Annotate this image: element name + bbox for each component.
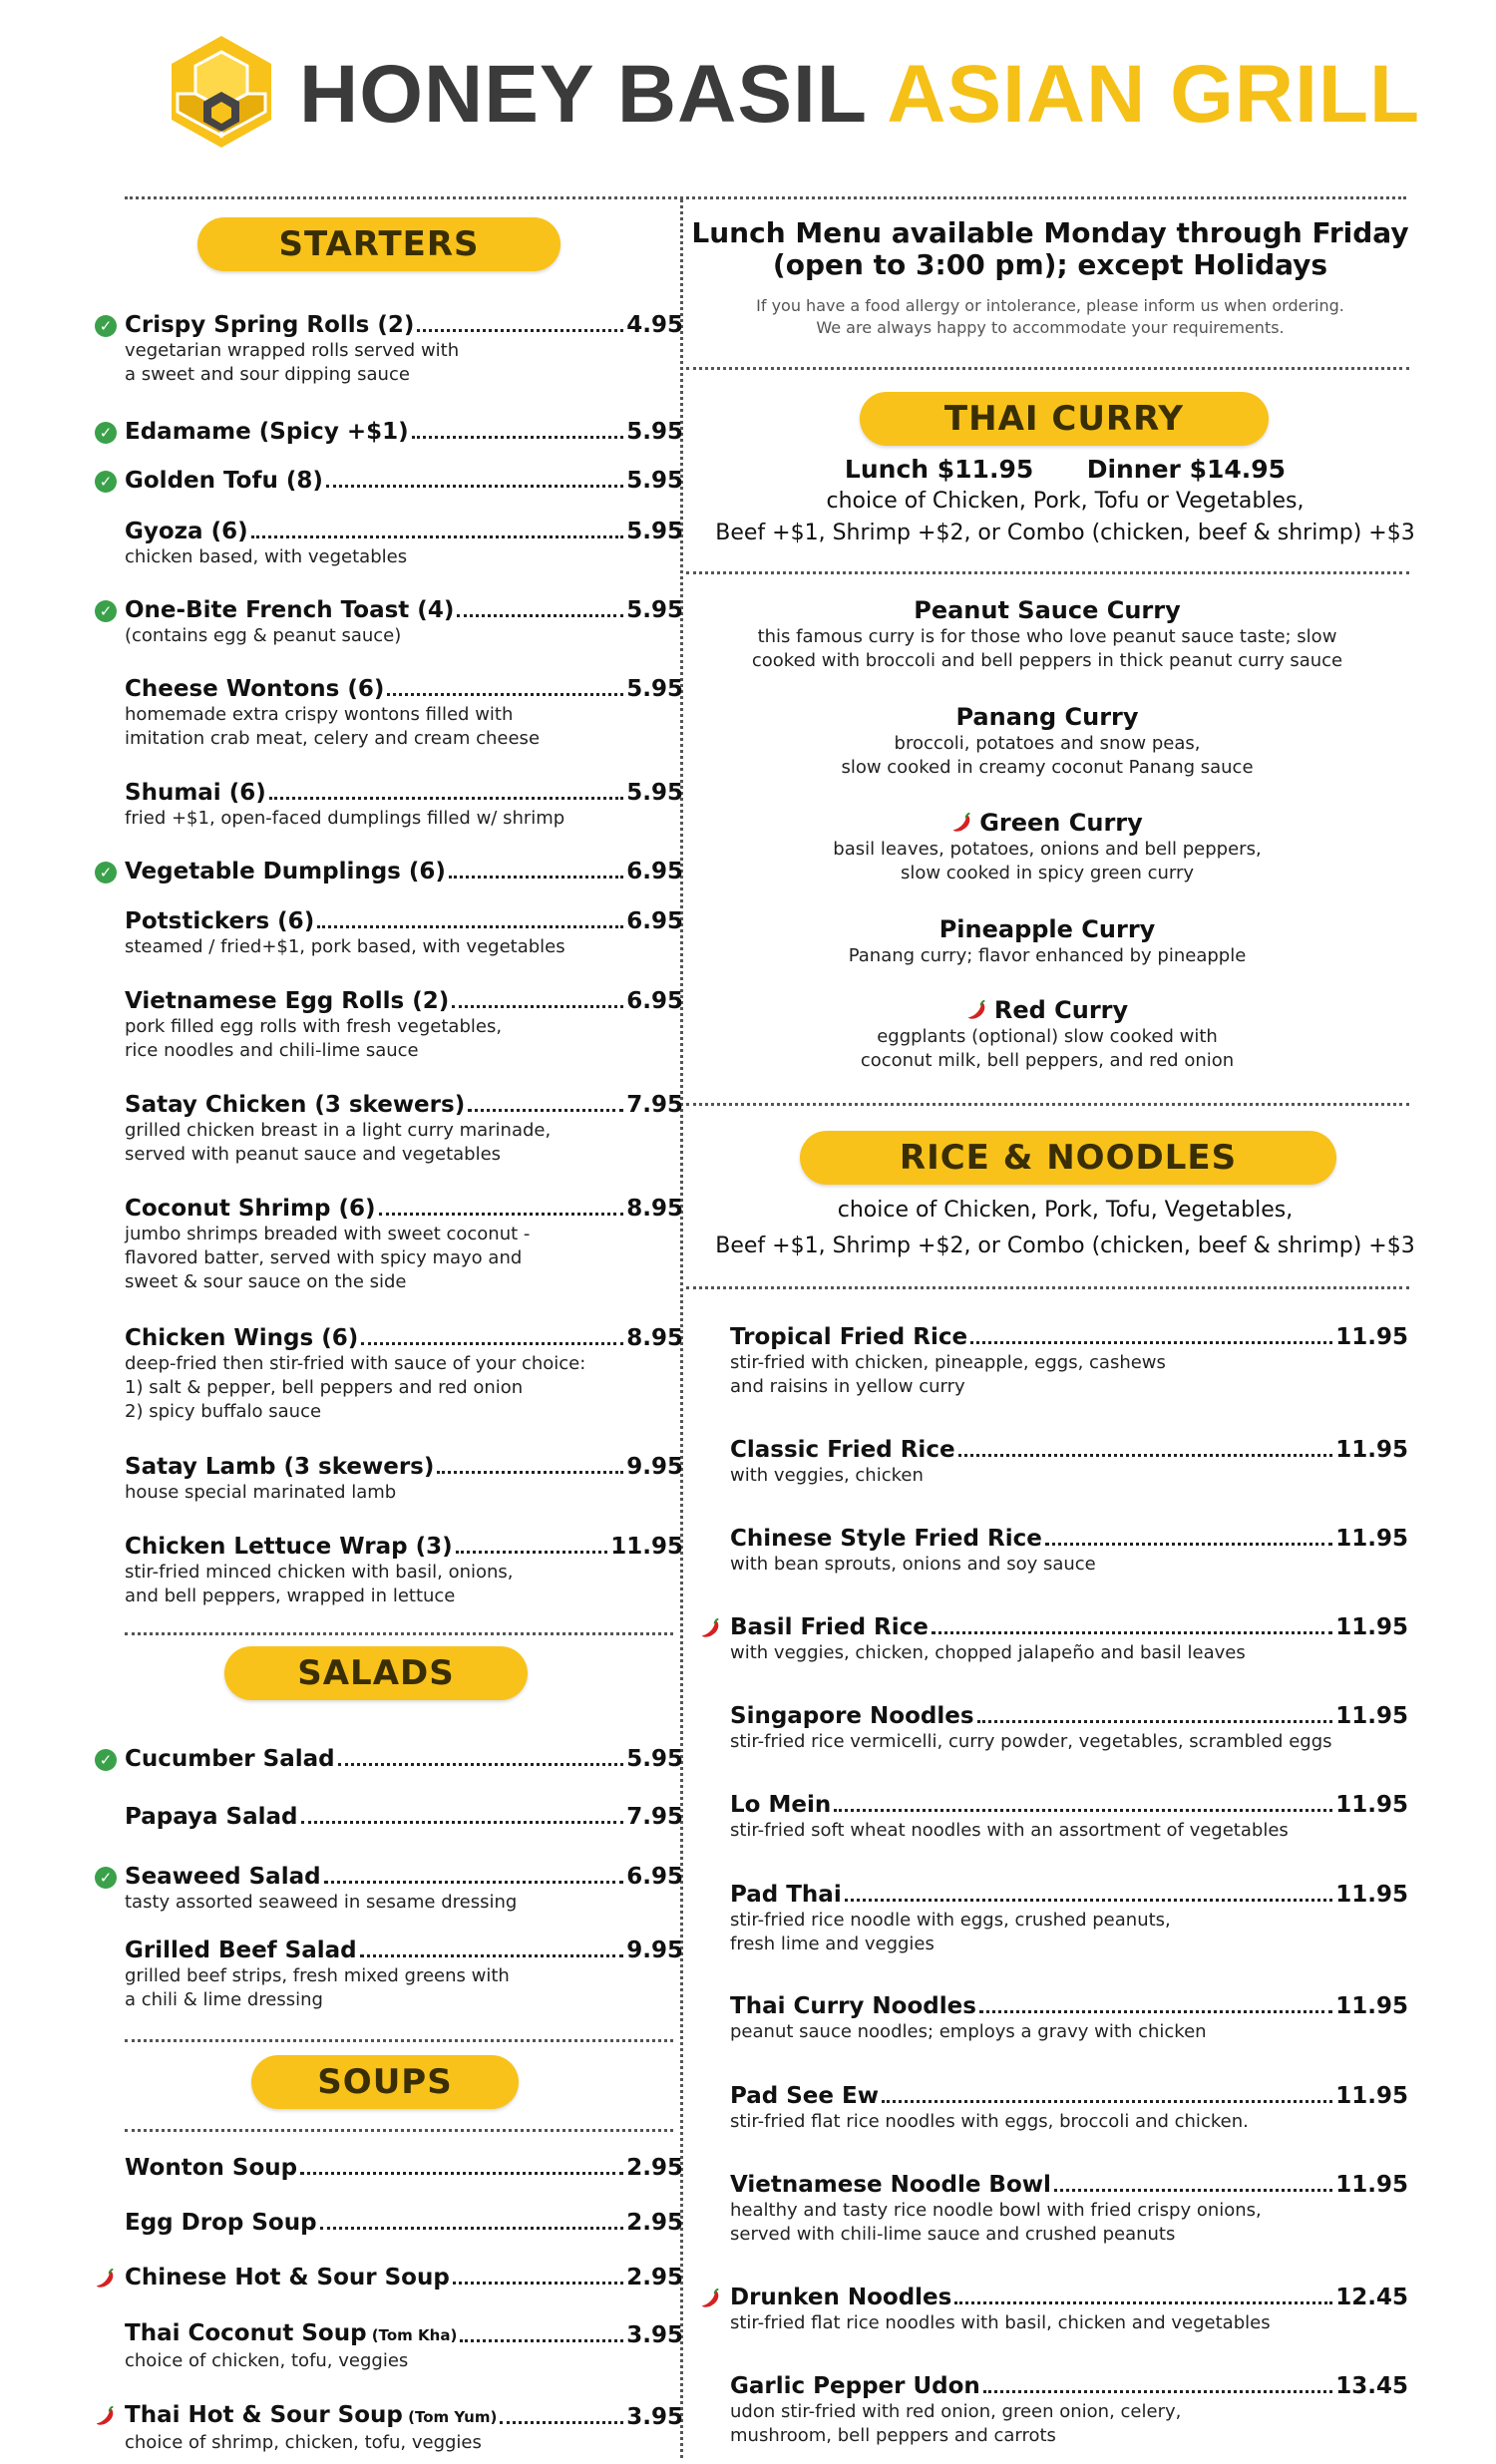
item-name: Cheese Wontons (6) <box>125 676 385 702</box>
soups-top-divider <box>125 2039 673 2042</box>
lunch-divider <box>686 367 1409 370</box>
thai-curry-info <box>686 454 1444 549</box>
curry-description: Panang curry; flavor enhanced by pineapple <box>848 945 1247 966</box>
item-name: Thai Hot & Sour Soup <box>125 2402 403 2428</box>
menu-item <box>99 858 683 885</box>
leader-dots <box>983 2390 1332 2393</box>
item-description: udon stir-fried with red onion, green onion, celery, <box>730 2401 1182 2422</box>
leader-dots <box>1054 2189 1332 2192</box>
chili-icon <box>700 1617 722 1639</box>
item-price: 6.95 <box>626 859 683 884</box>
item-description: stir-fried with chicken, pineapple, eggs, cashews <box>730 1352 1166 1373</box>
item-name: Egg Drop Soup <box>125 2210 317 2236</box>
item-price: 5.95 <box>626 419 683 445</box>
item-name: Shumai (6) <box>125 780 266 806</box>
menu-item <box>125 2401 683 2455</box>
leader-dots <box>379 1213 624 1216</box>
item-description: rice noodles and chili-lime sauce <box>125 1040 419 1061</box>
allergy-line-1: If you have a food allergy or intolerance, please inform us when ordering. <box>756 296 1344 315</box>
item-price: 11.95 <box>1335 1614 1408 1640</box>
item-description: a sweet and sour dipping sauce <box>125 364 410 385</box>
item-price: 2.95 <box>626 2265 683 2290</box>
leader-dots <box>412 436 624 439</box>
item-name: Pad See Ew <box>730 2083 879 2109</box>
item-name: Basil Fried Rice <box>730 1614 929 1640</box>
item-description: with bean sprouts, onions and soy sauce <box>730 1554 1096 1575</box>
menu-item <box>125 987 683 1063</box>
item-name: Papaya Salad <box>125 1804 298 1830</box>
curry-name: Red Curry <box>993 996 1129 1024</box>
item-description: stir-fried soft wheat noodles with an assortment of vegetables <box>730 1820 1289 1841</box>
curry-item <box>708 702 1386 780</box>
item-name: Cucumber Salad <box>125 1746 335 1772</box>
rice-choice-1: choice of Chicken, Pork, Tofu, Vegetables, <box>837 1198 1294 1223</box>
curry-item <box>708 914 1386 968</box>
allergy-line-2: We are always happy to accommodate your requirements. <box>816 318 1285 337</box>
lunch-info <box>686 217 1414 339</box>
item-name: Vietnamese Egg Rolls (2) <box>125 988 450 1014</box>
thai-curry-heading: THAI CURRY <box>860 392 1269 446</box>
curry-choice-1: choice of Chicken, Pork, Tofu or Vegetables, <box>826 489 1305 514</box>
menu-item <box>730 1791 1408 1843</box>
item-price: 8.95 <box>626 1325 683 1351</box>
leader-dots <box>845 1899 1333 1902</box>
chili-icon <box>95 2268 117 2289</box>
item-name: Chinese Hot & Sour Soup <box>125 2265 450 2290</box>
leader-dots <box>468 1109 623 1112</box>
item-price: 9.95 <box>626 1937 683 1963</box>
menu-item <box>125 907 683 959</box>
chili-icon <box>700 2288 722 2309</box>
curry-item <box>708 808 1386 885</box>
item-description: sweet & sour sauce on the side <box>125 1271 407 1292</box>
item-name: Crispy Spring Rolls (2) <box>125 312 415 338</box>
veg-icon: ✓ <box>95 1749 117 1771</box>
item-name: Lo Mein <box>730 1792 832 1818</box>
menu-item <box>125 1453 683 1505</box>
menu-item <box>730 1702 1408 1754</box>
soups-bottom-divider <box>125 2129 673 2132</box>
item-description: and raisins in yellow curry <box>730 1376 965 1397</box>
leader-dots <box>417 329 623 332</box>
menu-item <box>125 2154 683 2182</box>
item-name: Chicken Lettuce Wrap (3) <box>125 1534 453 1560</box>
leader-dots <box>977 1720 1333 1723</box>
item-description: tasty assorted seaweed in sesame dressing <box>125 1892 518 1913</box>
leader-dots <box>338 1763 624 1766</box>
item-name: Coconut Shrimp (6) <box>125 1196 376 1222</box>
menu-item <box>99 311 683 387</box>
item-subname: (Tom Yum) <box>402 2408 498 2426</box>
item-description: flavored batter, served with spicy mayo and <box>125 1247 523 1268</box>
item-price: 11.95 <box>610 1534 683 1560</box>
item-description: fried +$1, open-faced dumplings filled w/ shrimp <box>125 808 565 829</box>
item-description: 2) spicy buffalo sauce <box>125 1401 322 1422</box>
header <box>160 32 1421 147</box>
curry-description: this famous curry is for those who love peanut sauce taste; slow <box>757 626 1337 647</box>
leader-dots <box>269 797 624 800</box>
item-name: Vegetable Dumplings (6) <box>125 859 446 884</box>
leader-dots <box>882 2100 1332 2103</box>
item-description: deep-fried then stir-fried with sauce of your choice: <box>125 1353 586 1374</box>
leader-dots <box>460 2339 623 2342</box>
curry-description: cooked with broccoli and bell peppers in thick peanut curry sauce <box>751 650 1343 671</box>
item-description: peanut sauce noodles; employs a gravy with chicken <box>730 2021 1207 2042</box>
item-name: Golden Tofu (8) <box>125 468 323 494</box>
leader-dots <box>834 1809 1332 1812</box>
item-name: Grilled Beef Salad <box>125 1937 357 1963</box>
item-description: stir-fried flat rice noodles with eggs, broccoli and chicken. <box>730 2111 1249 2132</box>
top-divider <box>125 196 1406 199</box>
item-name: Chicken Wings (6) <box>125 1325 359 1351</box>
chili-icon <box>966 999 988 1021</box>
leader-dots <box>300 2172 623 2175</box>
leader-dots <box>320 2227 624 2230</box>
leader-dots <box>449 876 623 879</box>
item-price: 4.95 <box>626 312 683 338</box>
item-price: 5.95 <box>626 676 683 702</box>
rice-noodles-heading: RICE & NOODLES <box>800 1131 1336 1185</box>
item-price: 11.95 <box>1335 2083 1408 2109</box>
leader-dots <box>958 1454 1333 1457</box>
item-name: Chinese Style Fried Rice <box>730 1526 1042 1552</box>
leader-dots <box>324 1881 624 1884</box>
menu-item <box>125 2209 683 2237</box>
restaurant-title <box>299 49 1421 140</box>
menu-item <box>99 467 683 495</box>
item-price: 5.95 <box>626 780 683 806</box>
item-description: chicken based, with vegetables <box>125 546 408 567</box>
item-name: Gyoza (6) <box>125 519 248 544</box>
leader-dots <box>457 614 623 617</box>
item-description: stir-fried rice vermicelli, curry powder, vegetables, scrambled eggs <box>730 1731 1332 1752</box>
curry-name: Peanut Sauce Curry <box>914 596 1181 624</box>
leader-dots <box>954 2301 1332 2304</box>
menu-item <box>125 1936 683 2012</box>
curry-name: Panang Curry <box>955 703 1139 731</box>
menu-item <box>99 1863 683 1915</box>
veg-icon: ✓ <box>95 315 117 337</box>
item-name: Vietnamese Noodle Bowl <box>730 2172 1051 2198</box>
item-description: stir-fried minced chicken with basil, onions, <box>125 1562 514 1583</box>
veg-icon: ✓ <box>95 422 117 444</box>
item-description: (contains egg & peanut sauce) <box>125 625 402 646</box>
title-part-1: HONEY BASIL <box>299 49 867 140</box>
curry-name: Pineapple Curry <box>938 915 1156 943</box>
item-price: 6.95 <box>626 988 683 1014</box>
curry-description: slow cooked in creamy coconut Panang sauce <box>841 757 1254 778</box>
leader-dots <box>361 1342 623 1345</box>
item-description: house special marinated lamb <box>125 1482 397 1503</box>
leader-dots <box>970 1341 1332 1344</box>
item-price: 5.95 <box>626 597 683 623</box>
menu-item <box>125 518 683 569</box>
item-name: Drunken Noodles <box>730 2285 952 2310</box>
curry-description: coconut milk, bell peppers, and red onion <box>860 1050 1235 1071</box>
item-name: Satay Chicken (3 skewers) <box>125 1092 466 1118</box>
item-price: 7.95 <box>626 1804 683 1830</box>
item-price: 11.95 <box>1335 1526 1408 1552</box>
item-price: 11.95 <box>1335 1882 1408 1908</box>
item-price: 5.95 <box>626 519 683 544</box>
menu-item <box>730 1992 1408 2044</box>
item-name: Tropical Fried Rice <box>730 1324 968 1350</box>
leader-dots <box>437 1471 623 1474</box>
menu-item <box>125 779 683 831</box>
menu-item <box>730 2372 1408 2448</box>
salads-heading: SALADS <box>224 1646 528 1700</box>
item-price: 11.95 <box>1335 1437 1408 1463</box>
salads-top-divider <box>125 1632 673 1635</box>
leader-dots <box>453 2282 623 2285</box>
menu-item <box>730 1613 1408 1665</box>
leader-dots <box>360 1954 624 1957</box>
item-name: Thai Coconut Soup <box>125 2320 367 2346</box>
item-description: imitation crab meat, celery and cream cheese <box>125 728 541 749</box>
menu-item <box>730 1525 1408 1577</box>
item-description: served with peanut sauce and vegetables <box>125 1144 502 1165</box>
item-price: 3.95 <box>626 2322 683 2348</box>
chili-icon <box>951 812 973 834</box>
rice-divider <box>686 1286 1409 1289</box>
item-description: with veggies, chicken <box>730 1465 924 1486</box>
item-description: a chili & lime dressing <box>125 1989 323 2010</box>
menu-item <box>125 1091 683 1167</box>
curry-divider <box>686 571 1409 574</box>
lunch-line-1: Lunch Menu available Monday through Friday <box>691 216 1409 249</box>
chili-icon <box>95 2405 117 2427</box>
item-subname: (Tom Kha) <box>366 2326 458 2344</box>
curry-item <box>708 595 1386 673</box>
item-name: Satay Lamb (3 skewers) <box>125 1454 435 1480</box>
item-description: stir-fried rice noodle with eggs, crushed peanuts, <box>730 1910 1171 1931</box>
menu-item <box>125 2319 683 2373</box>
item-description: homemade extra crispy wontons filled with <box>125 704 514 725</box>
leader-dots <box>1045 1543 1332 1546</box>
item-name: Wonton Soup <box>125 2155 298 2181</box>
leader-dots <box>317 925 623 928</box>
leader-dots <box>452 1005 623 1008</box>
item-price: 13.45 <box>1335 2373 1408 2399</box>
item-price: 3.95 <box>626 2404 683 2430</box>
leader-dots <box>979 2010 1332 2013</box>
item-price: 5.95 <box>626 1746 683 1772</box>
item-price: 8.95 <box>626 1196 683 1222</box>
rice-noodles-info <box>686 1193 1444 1264</box>
curry-description: slow cooked in spicy green curry <box>900 863 1195 883</box>
item-description: served with chili-lime sauce and crushed peanuts <box>730 2224 1176 2245</box>
veg-icon: ✓ <box>95 862 117 883</box>
starters-heading: STARTERS <box>197 217 561 271</box>
veg-icon: ✓ <box>95 1867 117 1889</box>
menu-item <box>99 1745 683 1773</box>
item-name: Seaweed Salad <box>125 1864 321 1890</box>
menu-item <box>125 1195 683 1294</box>
menu-item <box>125 1324 683 1424</box>
item-price: 2.95 <box>626 2155 683 2181</box>
menu-item <box>99 596 683 648</box>
item-price: 5.95 <box>626 468 683 494</box>
curry-item <box>708 995 1386 1073</box>
leader-dots <box>301 1821 624 1824</box>
veg-icon: ✓ <box>95 471 117 493</box>
item-name: Potstickers (6) <box>125 908 315 934</box>
item-description: jumbo shrimps breaded with sweet coconut - <box>125 1224 531 1244</box>
leader-dots <box>326 485 623 488</box>
item-description: and bell peppers, wrapped in lettuce <box>125 1585 456 1606</box>
menu-item <box>730 2171 1408 2247</box>
menu-item <box>125 1533 683 1608</box>
item-description: choice of shrimp, chicken, tofu, veggies <box>125 2432 482 2453</box>
menu-item <box>730 2284 1408 2335</box>
menu-item <box>125 1803 683 1831</box>
honeycomb-logo-icon <box>160 32 284 152</box>
menu-item <box>730 1881 1408 1956</box>
item-name: Singapore Noodles <box>730 1703 974 1729</box>
item-price: 2.95 <box>626 2210 683 2236</box>
menu-item <box>730 1436 1408 1488</box>
curry-choice-2: Beef +$1, Shrimp +$2, or Combo (chicken, beef & shrimp) +$3 <box>715 521 1415 545</box>
menu-item <box>99 418 683 446</box>
rice-choice-2: Beef +$1, Shrimp +$2, or Combo (chicken, beef & shrimp) +$3 <box>715 1233 1415 1258</box>
item-name: Thai Curry Noodles <box>730 1993 976 2019</box>
item-description: fresh lime and veggies <box>730 1934 935 1954</box>
menu-item <box>730 2082 1408 2134</box>
item-price: 11.95 <box>1335 1703 1408 1729</box>
leader-dots <box>456 1551 608 1554</box>
title-part-2: ASIAN GRILL <box>887 49 1421 140</box>
soups-heading: SOUPS <box>251 2055 519 2109</box>
menu-item <box>125 2264 683 2291</box>
item-price: 11.95 <box>1335 1993 1408 2019</box>
curry-description: eggplants (optional) slow cooked with <box>877 1026 1218 1047</box>
menu-item <box>125 675 683 751</box>
item-price: 12.45 <box>1335 2285 1408 2310</box>
lunch-line-2: (open to 3:00 pm); except Holidays <box>772 248 1328 281</box>
item-name: Pad Thai <box>730 1882 842 1908</box>
curry-dinner-price: Dinner $14.95 <box>1086 455 1287 484</box>
item-name: Edamame (Spicy +$1) <box>125 419 409 445</box>
item-description: mushroom, bell peppers and carrots <box>730 2425 1056 2446</box>
item-price: 9.95 <box>626 1454 683 1480</box>
item-description: healthy and tasty rice noodle bowl with fried crispy onions, <box>730 2200 1262 2221</box>
curry-description: basil leaves, potatoes, onions and bell peppers, <box>833 839 1262 860</box>
leader-dots <box>500 2421 623 2424</box>
item-description: pork filled egg rolls with fresh vegetables, <box>125 1016 503 1037</box>
veg-icon: ✓ <box>95 600 117 622</box>
item-price: 11.95 <box>1335 1324 1408 1350</box>
leader-dots <box>387 693 623 696</box>
menu-item <box>730 1323 1408 1399</box>
leader-dots <box>932 1631 1332 1634</box>
item-price: 6.95 <box>626 1864 683 1890</box>
item-description: 1) salt & pepper, bell peppers and red onion <box>125 1377 524 1398</box>
item-name: Garlic Pepper Udon <box>730 2373 980 2399</box>
curry-lunch-price: Lunch $11.95 <box>844 455 1034 484</box>
leader-dots <box>251 535 624 538</box>
item-description: grilled beef strips, fresh mixed greens with <box>125 1965 510 1986</box>
item-price: 7.95 <box>626 1092 683 1118</box>
item-price: 11.95 <box>1335 1792 1408 1818</box>
item-description: with veggies, chicken, chopped jalapeño and basil leaves <box>730 1642 1246 1663</box>
item-description: grilled chicken breast in a light curry marinade, <box>125 1120 552 1141</box>
curry-description: broccoli, potatoes and snow peas, <box>894 733 1201 754</box>
item-price: 11.95 <box>1335 2172 1408 2198</box>
item-price: 6.95 <box>626 908 683 934</box>
curry-bottom-divider <box>686 1103 1409 1106</box>
item-description: vegetarian wrapped rolls served with <box>125 340 460 361</box>
item-name: Classic Fried Rice <box>730 1437 955 1463</box>
curry-name: Green Curry <box>979 809 1143 837</box>
item-description: steamed / fried+$1, pork based, with vegetables <box>125 936 565 957</box>
item-name: One-Bite French Toast (4) <box>125 597 455 623</box>
item-description: choice of chicken, tofu, veggies <box>125 2350 409 2371</box>
item-description: stir-fried flat rice noodles with basil, chicken and vegetables <box>730 2312 1271 2333</box>
